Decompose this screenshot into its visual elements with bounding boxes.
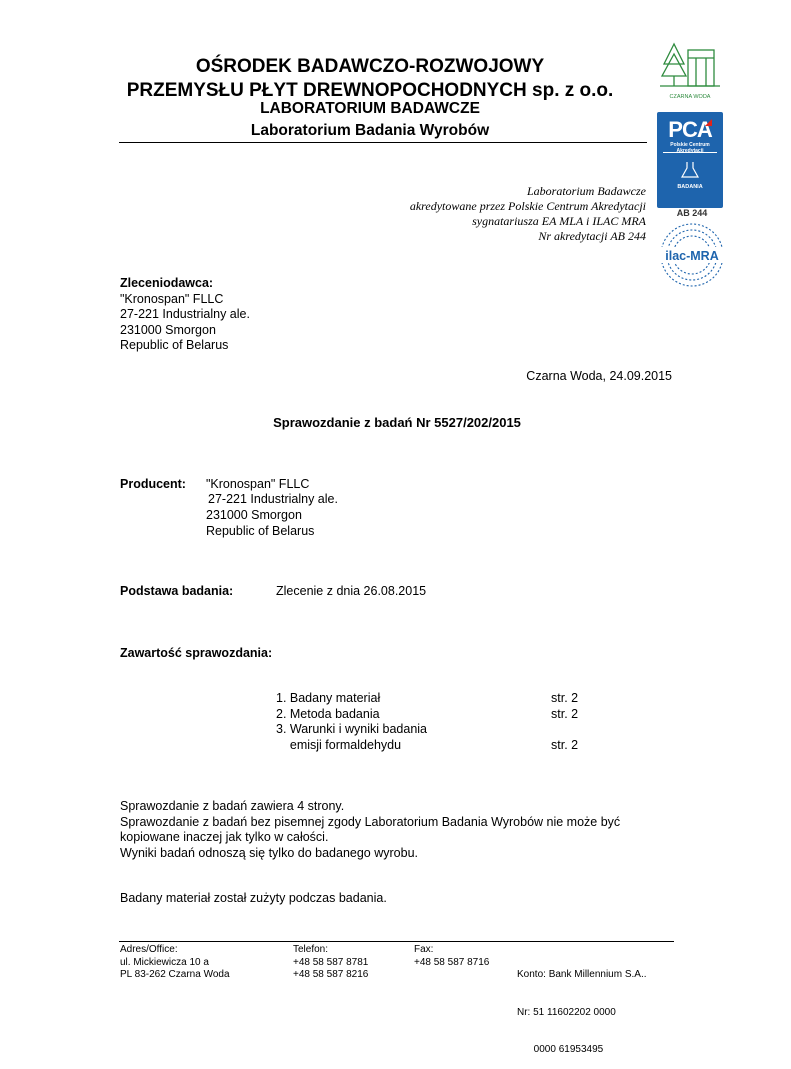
place-date: Czarna Woda, 24.09.2015 xyxy=(526,369,672,383)
footer-divider xyxy=(119,941,674,942)
footer-phone-1: +48 58 587 8781 xyxy=(293,956,369,968)
client-address-line3: Republic of Belarus xyxy=(120,338,229,352)
accreditation-line1: Laboratorium Badawcze xyxy=(526,184,646,198)
accreditation-line4: Nr akredytacji AB 244 xyxy=(538,229,646,243)
institute-name-line2: PRZEMYSŁU PŁYT DREWNOPOCHODNYCH sp. z o.o. xyxy=(126,80,614,101)
client-name: "Kronospan" FLLC xyxy=(120,291,224,306)
footer-address-street: ul. Mickiewicza 10 a xyxy=(120,956,209,968)
ilac-mra-logo xyxy=(656,220,728,290)
producer-address-line1: 27-221 Industrialny ale. xyxy=(208,492,338,506)
note-copy-restriction-cont: kopiowane inaczej jak tylko w całości. xyxy=(120,830,329,844)
producer-label: Producent: xyxy=(120,477,186,491)
contents-item-1-page: str. 2 xyxy=(551,691,579,705)
basis-label: Podstawa badania: xyxy=(120,584,234,598)
note-page-count: Sprawozdanie z badań zawiera 4 strony. xyxy=(120,799,345,813)
note-results-scope: Wyniki badań odnoszą się tylko do badanego wyrobu. xyxy=(120,845,418,860)
pca-letters: PCA xyxy=(668,117,712,142)
accreditation-line2: akredytowane przez Polskie Centrum Akredytacji xyxy=(409,199,646,213)
contents-item-4: emisji formaldehydu xyxy=(276,738,402,752)
footer-phone-label: Telefon: xyxy=(293,944,329,955)
producer-name: "Kronospan" FLLC xyxy=(206,477,310,491)
footer-account xyxy=(517,944,647,1069)
obr-logo xyxy=(660,40,720,104)
flask-icon xyxy=(679,160,701,180)
contents-item-2-page: str. 2 xyxy=(551,707,579,721)
pca-subtitle-2: Akredytacji xyxy=(676,148,704,154)
producer-address-line3: Republic of Belarus xyxy=(206,524,315,538)
laboratory-name: LABORATORIUM BADAWCZE xyxy=(260,100,480,117)
institute-name-line1: OŚRODEK BADAWCZO-ROZWOJOWY xyxy=(195,56,545,77)
pca-logo xyxy=(657,112,723,208)
footer-fax-number: +48 58 587 8716 xyxy=(414,956,490,968)
report-title: Sprawozdanie z badań Nr 5527/202/2015 xyxy=(273,415,521,430)
ilac-text: ilac-MRA xyxy=(665,249,719,263)
contents-item-1: 1. Badany materiał xyxy=(276,691,381,705)
accreditation-statement xyxy=(330,184,646,244)
contents-item-2: 2. Metoda badania xyxy=(276,707,380,721)
notes-block xyxy=(120,799,620,861)
header-divider xyxy=(119,142,647,143)
footer-phone xyxy=(293,944,368,982)
contents-label: Zawartość sprawozdania: xyxy=(120,646,273,660)
laboratory-subname: Laboratorium Badania Wyrobów xyxy=(250,122,490,139)
footer-fax xyxy=(414,944,489,969)
accreditation-line3: sygnatariusza EA MLA i ILAC MRA xyxy=(472,214,646,228)
pca-red-triangle xyxy=(705,119,712,126)
footer-address-label: Adres/Office: xyxy=(120,944,178,955)
client-block xyxy=(120,276,250,354)
accreditation-number-badge: AB 244 xyxy=(676,208,708,218)
footer-address xyxy=(120,944,230,982)
footer-address-city: PL 83-262 Czarna Woda xyxy=(120,969,230,980)
client-address-line1: 27-221 Industrialny ale. xyxy=(120,307,250,321)
contents-item-3: 3. Warunki i wyniki badania xyxy=(276,722,427,736)
producer-address-line2: 231000 Smorgon xyxy=(206,508,302,522)
basis-value: Zlecenie z dnia 26.08.2015 xyxy=(276,584,427,598)
pca-subtitle-1: Polskie Centrum xyxy=(670,142,710,148)
contents-item-4-page: str. 2 xyxy=(551,738,579,752)
note-copy-restriction: Sprawozdanie z badań bez pisemnej zgody Laboratorium Badania Wyrobów nie może być xyxy=(120,814,621,829)
footer-fax-label: Fax: xyxy=(414,944,434,955)
pca-badania-label: BADANIA xyxy=(677,184,703,190)
footer-account-number-2: 0000 61953495 xyxy=(517,1044,604,1055)
footer-account-bank: Konto: Bank Millennium S.A.. xyxy=(517,969,647,980)
obr-caption: CZARNA WODA xyxy=(669,94,711,100)
footer-account-number-1: Nr: 51 11602202 0000 xyxy=(517,1006,616,1018)
client-address-line2: 231000 Smorgon xyxy=(120,322,216,337)
note-material-consumed: Badany materiał został zużyty podczas badania. xyxy=(120,891,387,905)
footer-phone-2: +48 58 587 8216 xyxy=(293,969,369,980)
client-label: Zleceniodawca: xyxy=(120,276,214,290)
